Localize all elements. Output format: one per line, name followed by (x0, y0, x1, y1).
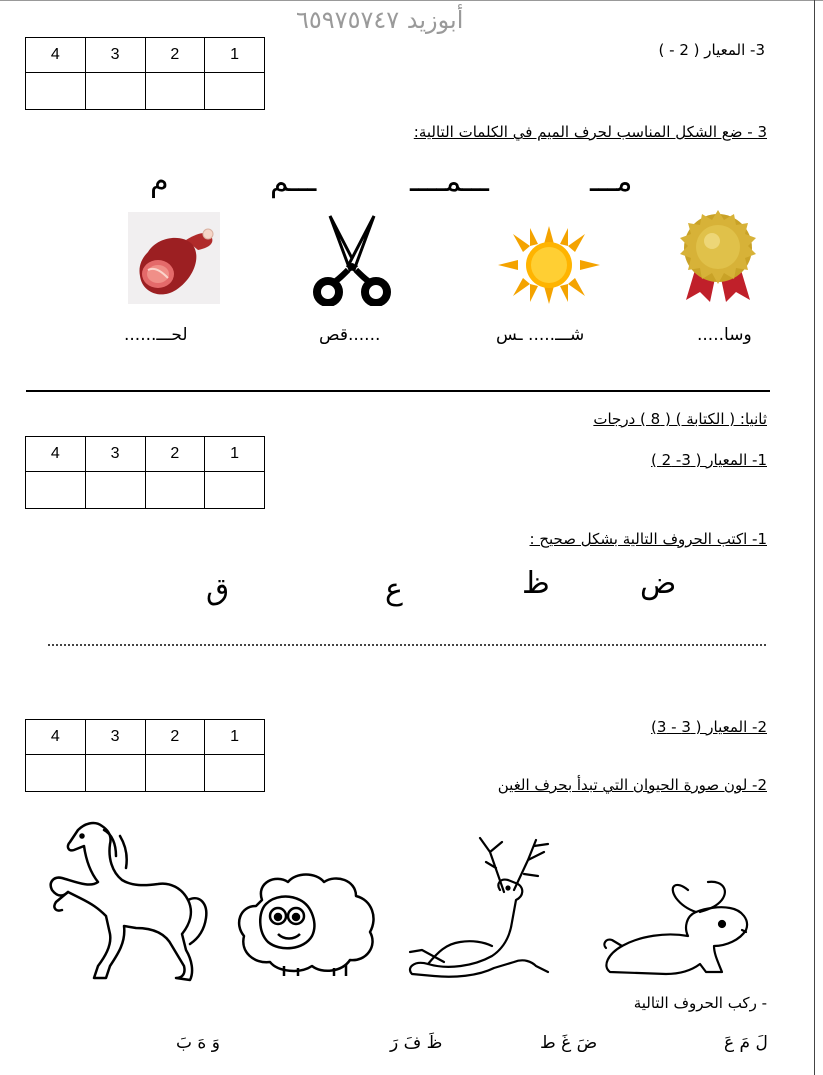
meem-final: ـــم (270, 164, 317, 199)
word-meat: لحـــ...... (124, 325, 188, 345)
grade-cell[interactable] (205, 73, 265, 110)
grade-4: 4 (26, 720, 86, 755)
section-separator (26, 390, 770, 392)
grade-cell[interactable] (145, 472, 205, 509)
instruction-1: 3 - ضع الشكل المناسب لحرف الميم في الكلمات التالية: (413, 123, 767, 141)
criterion-3: 2- المعيار ( 3 - 3) (650, 718, 767, 736)
letter-ain: ع (385, 572, 403, 607)
grade-1: 1 (205, 38, 265, 73)
grade-3: 3 (85, 38, 145, 73)
grade-cell[interactable] (85, 73, 145, 110)
word-medal: وسا..... (697, 325, 752, 345)
horse-icon[interactable] (40, 816, 212, 982)
instruction-2: 1- اكتب الحروف التالية بشكل صحيح : (529, 530, 767, 548)
compose-group-1: لَ مَ عَ (724, 1033, 768, 1053)
compose-group-3: ظَ فَ رَ (390, 1033, 443, 1053)
grade-cell[interactable] (26, 472, 86, 509)
letter-qaf: ق (206, 572, 230, 607)
grade-table-2 (25, 436, 265, 509)
meem-medial: ـــمــــ (410, 164, 489, 199)
grade-cell[interactable] (205, 755, 265, 792)
meat-icon (128, 212, 220, 304)
compose-group-4: وَ هَ بَ (176, 1033, 220, 1053)
grade-cell[interactable] (26, 73, 86, 110)
letter-zaa: ظ (522, 566, 550, 601)
grade-1: 1 (205, 437, 265, 472)
grade-4: 4 (26, 38, 86, 73)
writing-line[interactable] (48, 644, 766, 646)
grade-cell[interactable] (85, 755, 145, 792)
criterion-1: 3- المعيار ( 2 - ) (658, 41, 765, 59)
grade-table-3 (25, 719, 265, 792)
compose-group-2: ضَ غَ ط (540, 1033, 598, 1053)
sun-icon (498, 226, 600, 304)
grade-cell[interactable] (85, 472, 145, 509)
grade-1: 1 (205, 720, 265, 755)
meem-isolated: م (150, 164, 169, 199)
instruction-3: 2- لون صورة الحيوان التي تبدأ بحرف الغين (497, 776, 767, 794)
grade-2: 2 (145, 437, 205, 472)
grade-cell[interactable] (145, 755, 205, 792)
grade-table-1 (25, 37, 265, 110)
word-scissors: ......قص (319, 325, 381, 345)
criterion-2: 1- المعيار ( 3- 2 ) (650, 451, 767, 469)
grade-cell[interactable] (26, 755, 86, 792)
rabbit-icon[interactable] (596, 876, 752, 978)
grade-4: 4 (26, 437, 86, 472)
grade-2: 2 (145, 38, 205, 73)
grade-3: 3 (85, 720, 145, 755)
watermark: أبوزيد ٦٥٩٧٥٧٤٧ (296, 6, 464, 34)
grade-cell[interactable] (205, 472, 265, 509)
section-heading: ثانيا: ( الكتابة ) ( 8 ) درجات (593, 410, 767, 428)
sheep-icon[interactable] (232, 870, 382, 978)
medal-icon (668, 208, 768, 304)
compose-title: - ركب الحروف التالية (633, 994, 767, 1012)
grade-3: 3 (85, 437, 145, 472)
scissors-icon (312, 214, 392, 306)
top-border (0, 0, 823, 1)
letter-dad: ض (640, 566, 677, 601)
word-sun: شـــ..... ـس (496, 325, 585, 345)
grade-cell[interactable] (145, 73, 205, 110)
meem-initial: مـــ (590, 164, 633, 199)
deer-icon[interactable] (404, 832, 556, 982)
right-margin-line (814, 0, 815, 1075)
grade-2: 2 (145, 720, 205, 755)
